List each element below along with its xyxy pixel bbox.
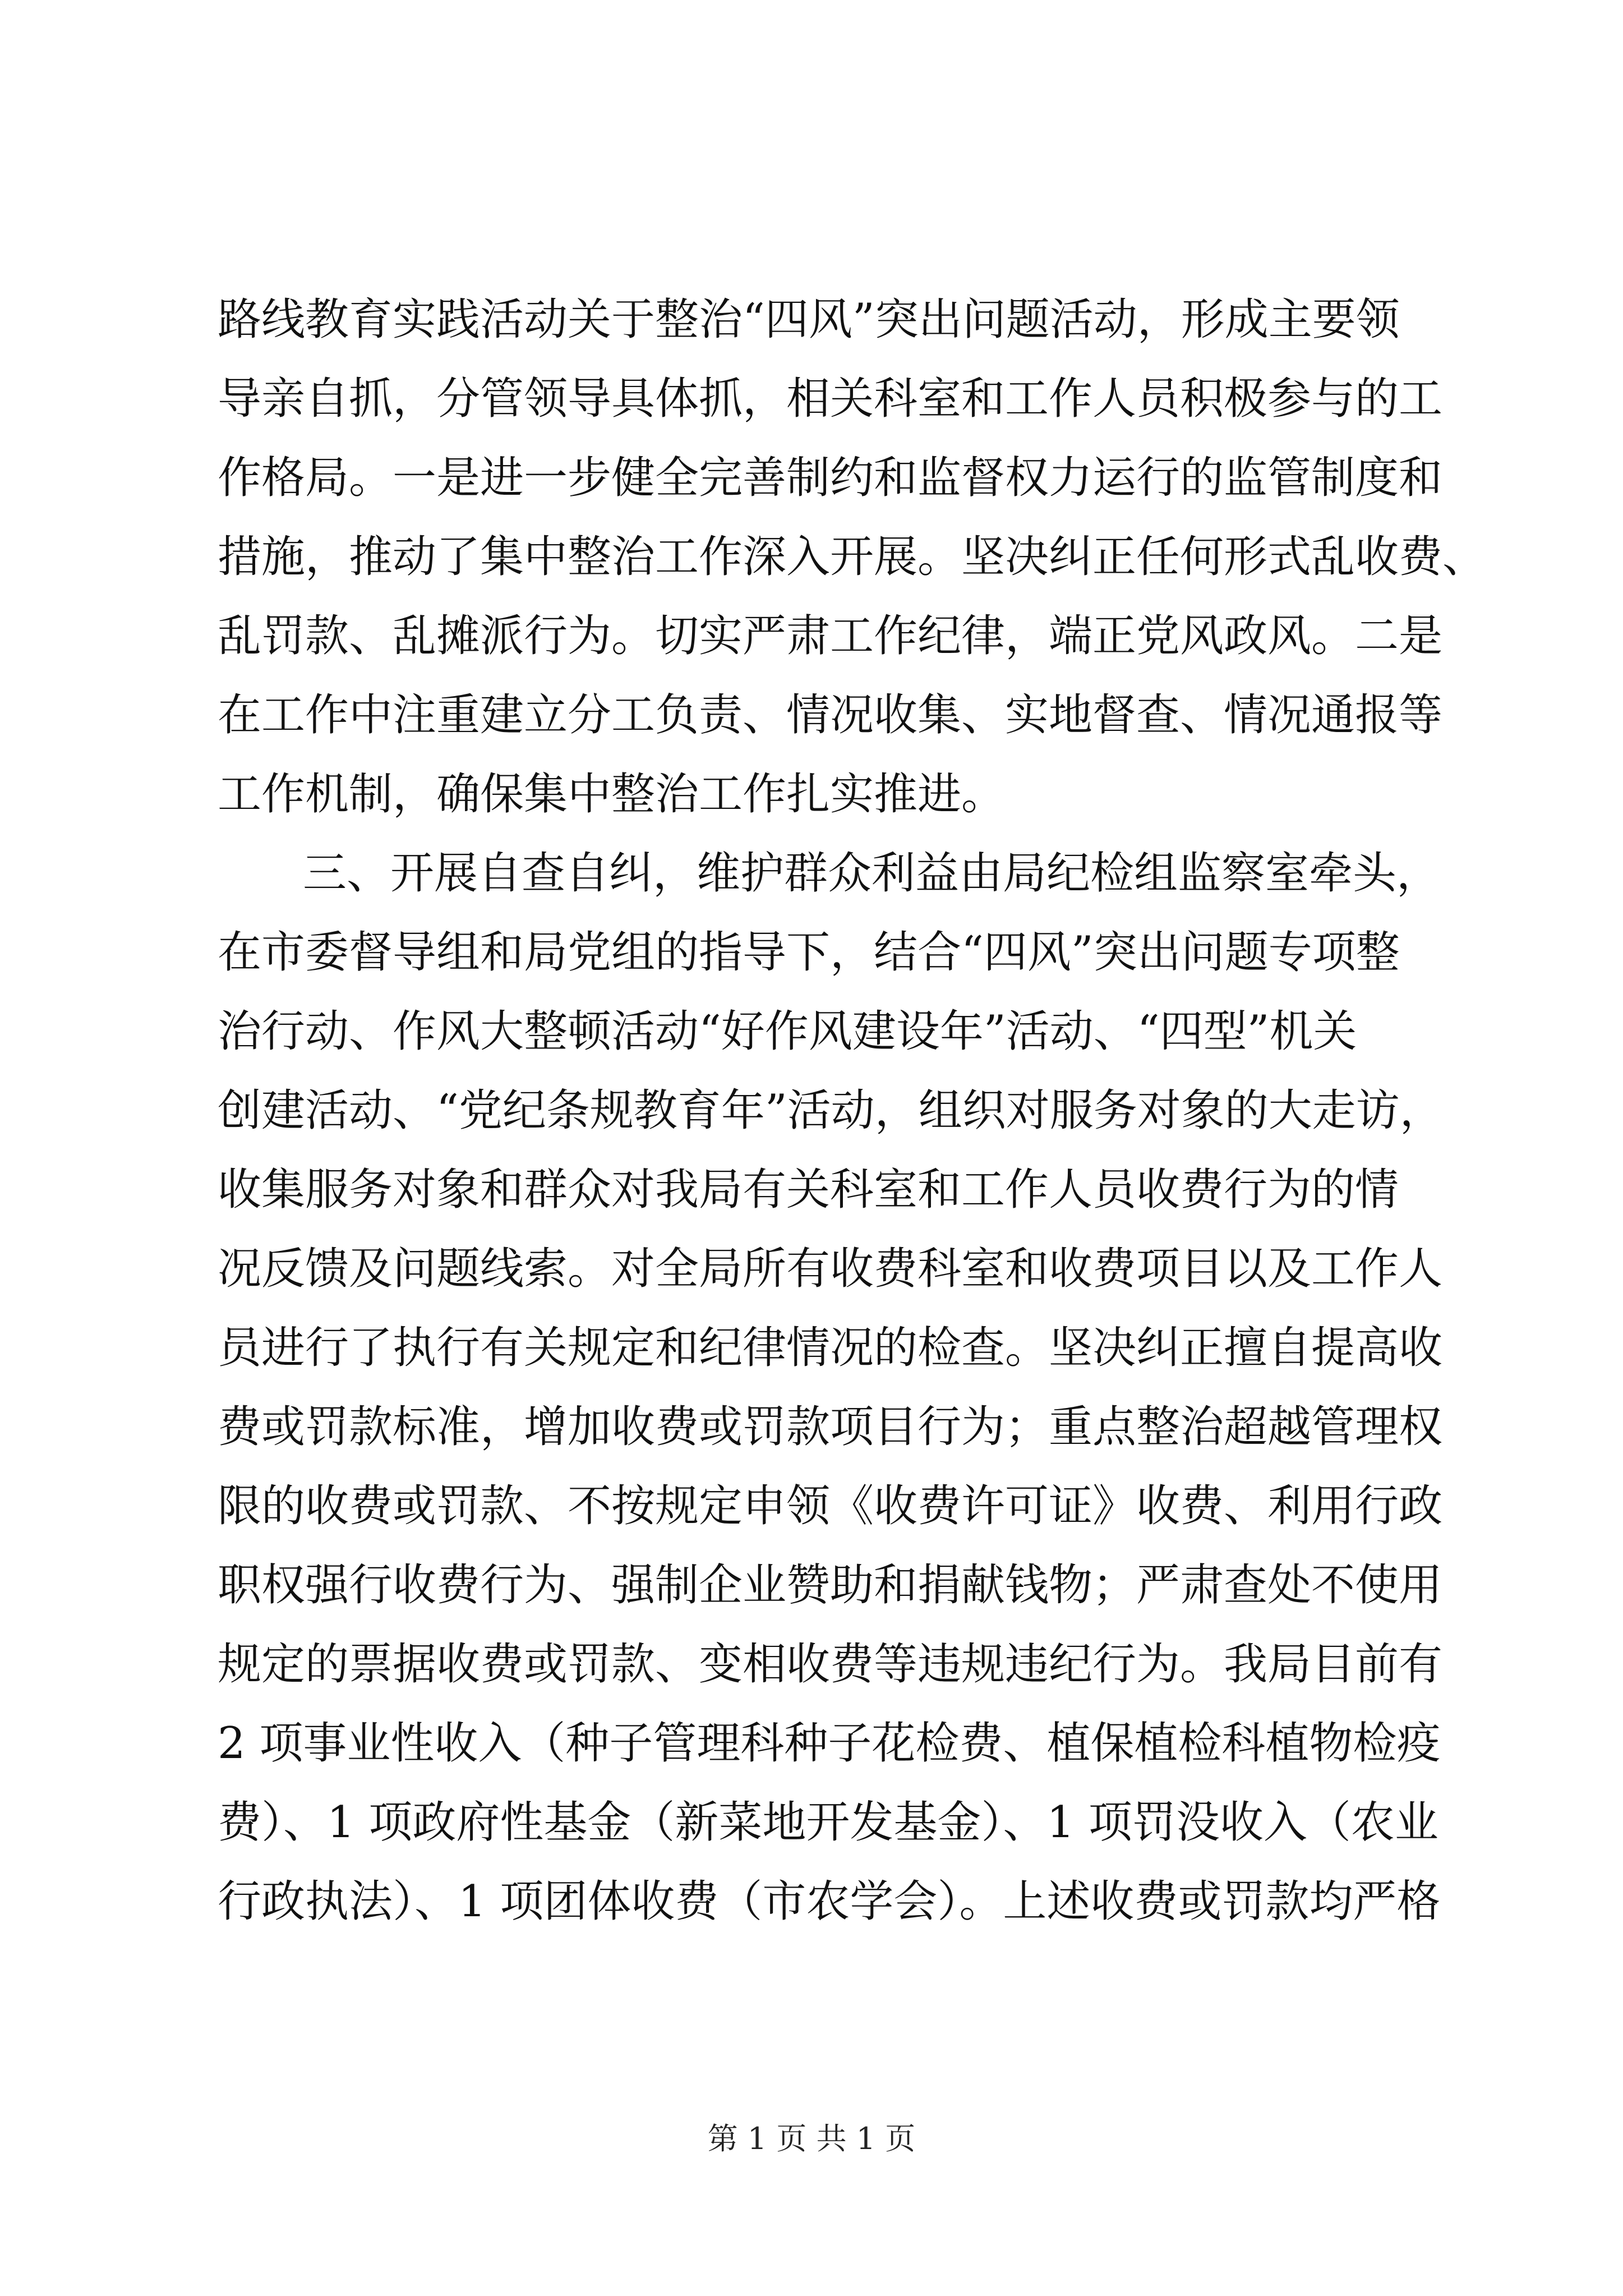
- text-line: 费）、1 项政府性基金（新菜地开发基金）、1 项罚没收入（农业: [218, 1797, 1438, 1848]
- text-line: 况反馈及问题线索。对全局所有收费科室和收费项目以及工作人: [218, 1244, 1443, 1294]
- text-line: 路线教育实践活动关于整治“四风”突出问题活动，形成主要领: [218, 295, 1400, 345]
- text-line: 规定的票据收费或罚款、变相收费等违规违纪行为。我局目前有: [218, 1639, 1443, 1690]
- text-line: 限的收费或罚款、不按规定申领《收费许可证》收费、利用行政: [218, 1481, 1443, 1531]
- text-line: 作格局。一是进一步健全完善制约和监督权力运行的监管制度和: [218, 453, 1443, 503]
- text-line: 员进行了执行有关规定和纪律情况的检查。坚决纠正擅自提高收: [218, 1323, 1443, 1373]
- text-line: 工作机制，确保集中整治工作扎实推进。: [218, 769, 1006, 820]
- text-line: 乱罚款、乱摊派行为。切实严肃工作纪律，端正党风政风。二是: [218, 611, 1443, 661]
- text-line: 治行动、作风大整顿活动“好作风建设年”活动、“四型”机关: [218, 1006, 1357, 1057]
- text-line: 收集服务对象和群众对我局有关科室和工作人员收费行为的情: [218, 1165, 1399, 1215]
- text-line: 在工作中注重建立分工负责、情况收集、实地督查、情况通报等: [218, 690, 1443, 740]
- text-line: 措施，推动了集中整治工作深入开展。坚决纠正任何形式乱收费、: [218, 532, 1487, 582]
- page-footer: 第 1 页 共 1 页: [707, 2121, 916, 2156]
- paragraph-start-line: 三、开展自查自纠，维护群众利益由局纪检组监察室牵头，: [303, 848, 1441, 899]
- text-line: 创建活动、“党纪条规教育年”活动，组织对服务对象的大走访，: [218, 1085, 1444, 1136]
- text-line: 费或罚款标准，增加收费或罚款项目行为；重点整治超越管理权: [218, 1402, 1443, 1452]
- text-line: 在市委督导组和局党组的指导下，结合“四风”突出问题专项整: [218, 927, 1400, 978]
- text-line: 2 项事业性收入（种子管理科种子花检费、植保植检科植物检疫: [218, 1718, 1441, 1769]
- text-line: 导亲自抓，分管领导具体抓，相关科室和工作人员积极参与的工: [218, 374, 1443, 424]
- text-line: 职权强行收费行为、强制企业赞助和捐献钱物；严肃查处不使用: [218, 1560, 1443, 1611]
- text-line: 行政执法）、1 项团体收费（市农学会）。上述收费或罚款均严格: [218, 1876, 1441, 1927]
